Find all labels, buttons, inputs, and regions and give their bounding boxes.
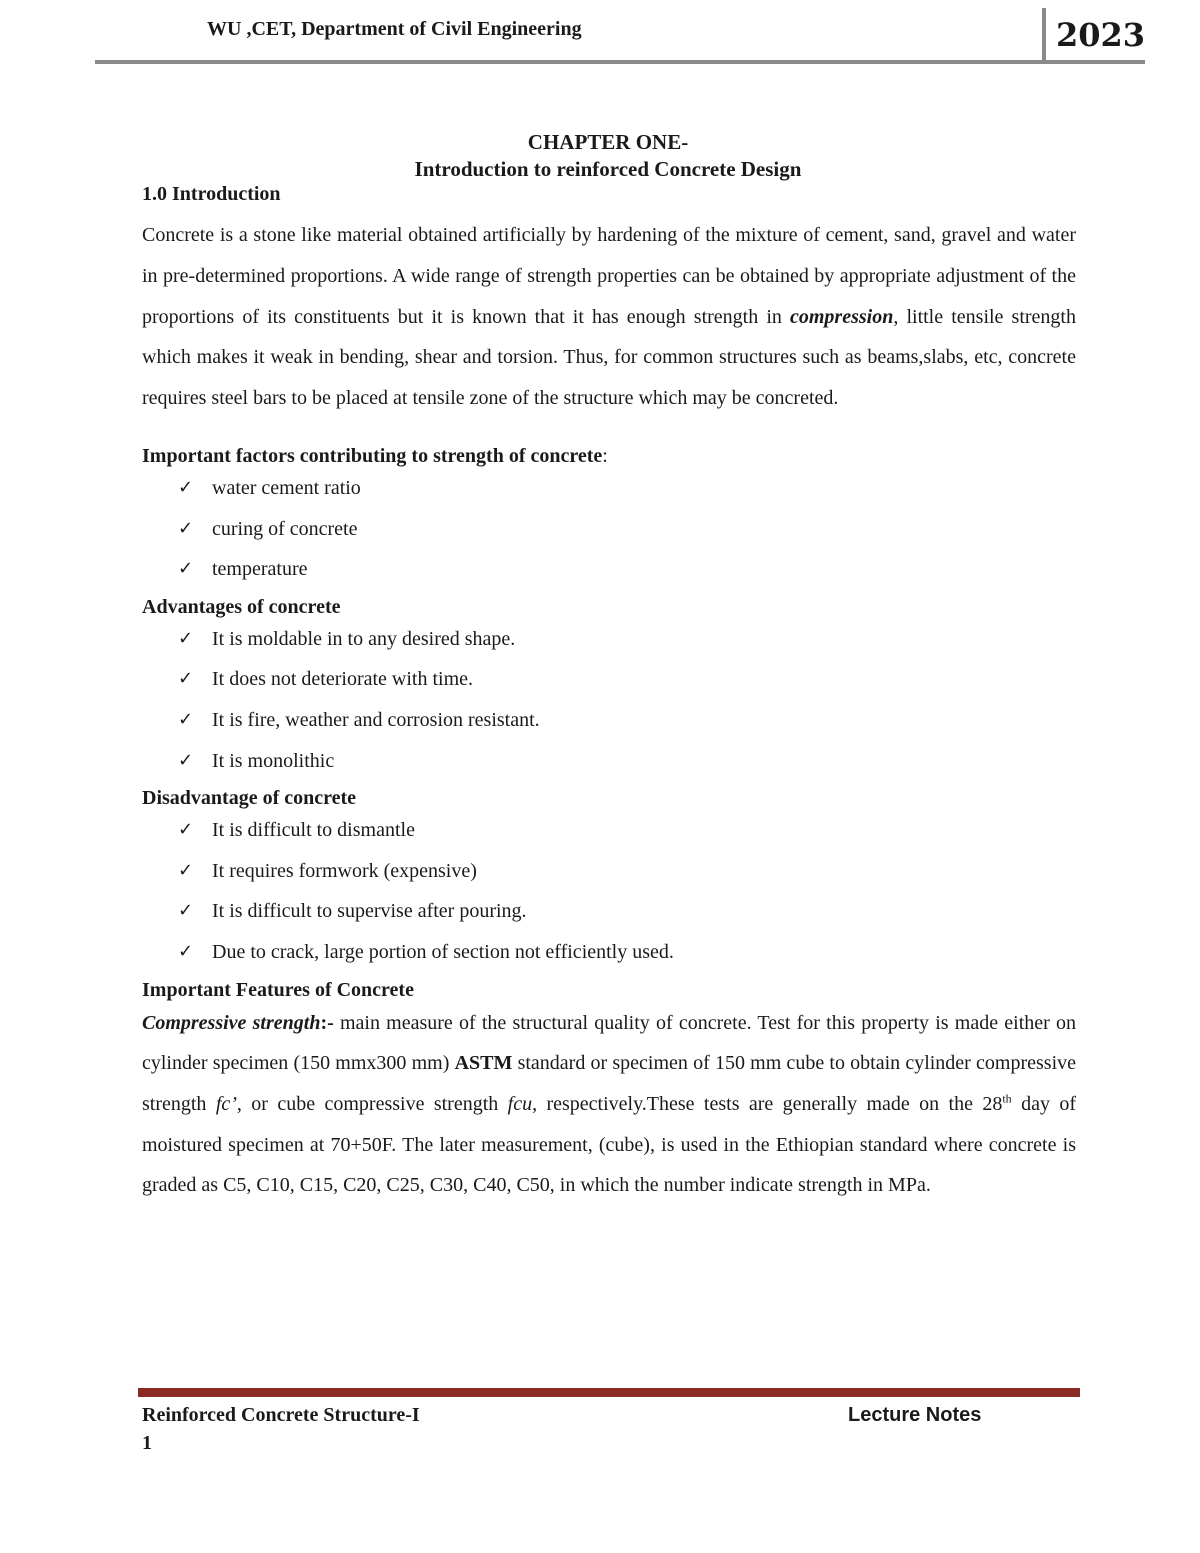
check-icon: ✓ bbox=[178, 668, 194, 690]
features-paragraph: Compressive strength:- main measure of the structural quality of concrete. Test for this property is made either on cylinder specimen (150 mmx300 mm) ASTM standard or specimen of 150 mm cube to obtain cylinder compressive strength fc’, or cube compressive strength fcu, respectively.These tests are generally made on the 28th day of moistured specimen at 70+50F. The later measurement, (cube), is used in the Ethiopian standard where concrete is graded as C5, C10, C15, C20, C25, C30, C40, C50, in which the number indicate strength in MPa. bbox=[142, 1011, 1077, 1197]
check-icon: ✓ bbox=[178, 517, 194, 539]
list-item: ✓ It does not deteriorate with time. bbox=[142, 659, 1076, 700]
footer-course: Reinforced Concrete Structure-I bbox=[142, 1404, 420, 1426]
features-term-suffix: :- bbox=[320, 1011, 334, 1034]
intro-emphasis: compression bbox=[790, 305, 894, 328]
features-sup: th bbox=[1002, 1091, 1012, 1106]
page-body bbox=[142, 183, 1076, 1206]
list-item: ✓ It is monolithic bbox=[142, 741, 1076, 782]
list-item: ✓ water cement ratio bbox=[142, 468, 1076, 509]
factors-list bbox=[142, 468, 1076, 590]
features-heading: Important Features of Concrete bbox=[142, 978, 414, 1001]
chapter-subtitle: Introduction to reinforced Concrete Design bbox=[414, 157, 802, 181]
advantages-list bbox=[142, 619, 1076, 781]
header-institution: WU ,CET, Department of Civil Engineering bbox=[207, 18, 582, 40]
disadvantages-list bbox=[142, 810, 1076, 972]
list-item: ✓ It requires formwork (expensive) bbox=[142, 851, 1076, 892]
features-fcu: fcu bbox=[507, 1092, 533, 1115]
check-icon: ✓ bbox=[178, 940, 194, 962]
check-icon: ✓ bbox=[178, 749, 194, 771]
disadvantages-heading: Disadvantage of concrete bbox=[142, 787, 357, 810]
list-item: ✓ curing of concrete bbox=[142, 509, 1076, 550]
features-fc: fc’ bbox=[215, 1092, 237, 1115]
list-item: ✓ It is difficult to dismantle bbox=[142, 810, 1076, 851]
factors-heading bbox=[142, 445, 1076, 468]
advantages-heading: Advantages of concrete bbox=[142, 595, 341, 618]
features-astm: ASTM bbox=[454, 1052, 513, 1075]
intro-text-1: Concrete is a stone like material obtained artificially by hardening of the mixture of cement, sand, gravel and water in pre-determined proportions. A wide range of strength properties can be obtained by appropriate adjustment of the proportions of its constituents but it is known that it has enough strength in bbox=[142, 224, 1076, 328]
list-item: ✓ It is fire, weather and corrosion resistant. bbox=[142, 700, 1076, 741]
list-item: ✓ temperature bbox=[142, 549, 1076, 590]
footer-rule bbox=[138, 1388, 1080, 1397]
factors-colon: : bbox=[602, 444, 608, 467]
header-divider bbox=[1042, 8, 1046, 62]
intro-text-2: , little tensile strength which makes it weak in bending, shear and torsion. Thus, for common structures such as beams,slabs, etc, concrete requires steel bars to be placed at tensile zone of the structure which may be concreted. bbox=[142, 305, 1076, 410]
footer-label: Lecture Notes bbox=[848, 1404, 982, 1426]
check-icon: ✓ bbox=[178, 558, 194, 580]
check-icon: ✓ bbox=[178, 819, 194, 841]
check-icon: ✓ bbox=[178, 627, 194, 649]
features-term: Compressive strength bbox=[142, 1011, 321, 1034]
check-icon: ✓ bbox=[178, 900, 194, 922]
intro-paragraph bbox=[142, 215, 1076, 419]
list-item: ✓ Due to crack, large portion of section not efficiently used. bbox=[142, 932, 1076, 973]
factors-heading-text: Important factors contributing to strength of concrete bbox=[142, 444, 603, 467]
chapter-title: CHAPTER ONE- bbox=[527, 130, 689, 154]
list-item: ✓ It is moldable in to any desired shape. bbox=[142, 619, 1076, 660]
header-rule bbox=[95, 60, 1145, 64]
header-year: 2023 bbox=[1056, 16, 1146, 54]
check-icon: ✓ bbox=[178, 708, 194, 730]
page-number: 1 bbox=[142, 1432, 152, 1454]
check-icon: ✓ bbox=[178, 476, 194, 498]
check-icon: ✓ bbox=[178, 859, 194, 881]
list-item: ✓ It is difficult to supervise after pouring. bbox=[142, 891, 1076, 932]
intro-heading: 1.0 Introduction bbox=[142, 183, 281, 205]
